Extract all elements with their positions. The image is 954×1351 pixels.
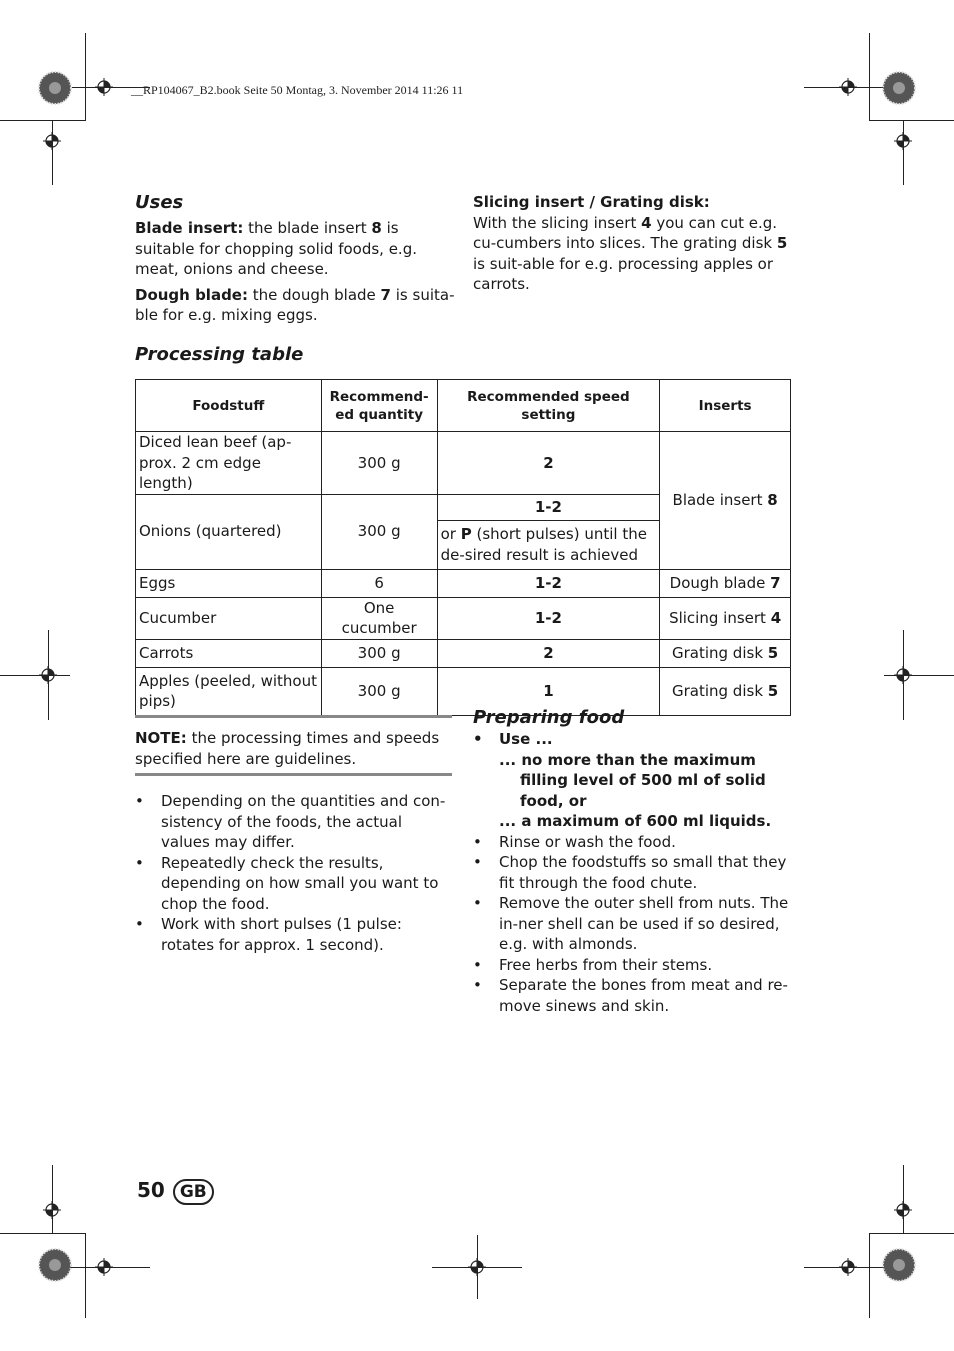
foodstuff-cell: Onions (quartered) [136,494,322,569]
list-item: • Use ... [473,729,793,750]
page-number: 50 [137,1178,165,1202]
slicing-section [473,192,791,295]
dough-blade-label: Dough blade: [135,285,248,304]
preparing-section [473,707,793,1016]
list-item: • Chop the foodstuffs so small that they fit through the food chute. [473,852,793,893]
trim-line [869,120,954,121]
quantity-cell: 300 g [321,639,437,667]
foodstuff-cell: Cucumber [136,597,322,639]
list-item: • Remove the outer shell from nuts. The in-ner shell can be used if so desired, e.g. with almonds. [473,893,793,955]
quantity-cell: 300 g [321,667,437,715]
table-row [136,569,791,597]
tips-list [135,791,455,955]
speed-cell: 1 [437,667,660,715]
uses-heading: Uses [135,192,184,213]
trim-line [869,33,870,121]
list-item: • Rinse or wash the food. [473,832,793,853]
column-header: Recommend-ed quantity [321,380,437,432]
registration-mark-icon [894,132,912,150]
use-limit-solid: ... no more than the maximum filling level of 500 ml of solid food, or [499,750,766,810]
insert-cell: Grating disk 5 [660,639,791,667]
speed-cell: 2 [437,639,660,667]
part-number: 8 [371,219,382,237]
trim-line [85,33,86,121]
column-header: Foodstuff [136,380,322,432]
preparing-steps [473,832,793,1017]
foodstuff-cell: Eggs [136,569,322,597]
speed-cell: 1-2 [437,597,660,639]
note-label: NOTE: [135,729,187,747]
trim-line [903,1165,904,1233]
registration-mark-icon [95,1258,113,1276]
column-header: Inserts [660,380,791,432]
color-rosette-icon [38,71,72,105]
speed-cell: 1-2 [437,569,660,597]
part-number: 5 [776,234,788,252]
trim-line [869,1233,870,1318]
quantity-cell: 6 [321,569,437,597]
list-item: • Repeatedly check the results, depending on how small you want to chop the food. [135,853,455,915]
list-item: • Free herbs from their stems. [473,955,793,976]
country-badge: GB [173,1179,214,1205]
note-rule-bottom [135,773,452,776]
list-item: • Work with short pulses (1 pulse: rotates for approx. 1 second). [135,914,455,955]
registration-mark-icon [39,666,57,684]
speed-alternative-cell: or P (short pulses) until the de-sired result is achieved [437,520,660,569]
uses-section [135,192,455,326]
speed-cell: 1-2 [437,494,660,520]
registration-mark-icon [894,666,912,684]
registration-mark-icon [43,132,61,150]
trim-line [869,1233,954,1234]
foodstuff-cell: Carrots [136,639,322,667]
preparing-list [473,729,793,750]
quantity-cell: 300 g [321,432,437,495]
trim-line [0,120,86,121]
quantity-cell: 300 g [321,494,437,569]
color-rosette-icon [882,1248,916,1282]
registration-mark-icon [839,1258,857,1276]
insert-cell: Dough blade 7 [660,569,791,597]
blade-insert-label: Blade insert: [135,219,244,237]
table-row [136,639,791,667]
color-rosette-icon [38,1248,72,1282]
registration-mark-icon [43,1201,61,1219]
table-row [136,432,791,495]
table-header-row [136,380,791,432]
registration-mark-icon [839,78,857,96]
speed-cell: 2 [437,432,660,495]
note-text: NOTE: the processing times and speeds specified here are guidelines. [135,729,440,768]
dough-blade-paragraph: Dough blade: the dough blade 7 is suita-ble for e.g. mixing eggs. [135,285,455,324]
page-footer [137,1177,214,1205]
color-rosette-icon [882,71,916,105]
foodstuff-cell: Diced lean beef (ap-prox. 2 cm edge length) [136,432,322,495]
trim-line [52,120,53,185]
trim-line [0,1233,86,1234]
column-header: Recommended speed setting [437,380,660,432]
trim-line [85,1233,86,1318]
trim-line [52,1165,53,1233]
file-info-header: __RP104067_B2.book Seite 50 Montag, 3. November 2014 11:26 11 [131,83,464,97]
processing-table [135,379,791,716]
part-number: 8 [767,491,778,509]
slicing-paragraph: With the slicing insert 4 you can cut e.g. cu-cumbers into slices. The grating disk 5 is suit-able for e.g. processing apples or carrots. [473,213,788,293]
use-limit-liquid: ... a maximum of 600 ml liquids. [499,812,772,830]
registration-mark-icon [95,78,113,96]
preparing-heading: Preparing food [473,707,625,728]
insert-cell: Slicing insert 4 [660,597,791,639]
insert-cell: Blade insert 8 [660,432,791,570]
list-item: • Separate the bones from meat and re-move sinews and skin. [473,975,793,1016]
registration-mark-icon [894,1201,912,1219]
trim-line [0,675,70,676]
processing-table-heading: Processing table [135,344,304,365]
list-item: • Depending on the quantities and con-sistency of the foods, the actual values may differ. [135,791,455,853]
trim-line [903,120,904,185]
foodstuff-cell: Apples (peeled, without pips) [136,667,322,715]
part-number: 7 [380,285,391,304]
slicing-heading: Slicing insert / Grating disk: [473,193,710,211]
part-number: 4 [641,213,652,232]
note-rule-top [135,715,452,718]
registration-mark-icon [468,1258,486,1276]
quantity-cell: One cucumber [321,597,437,639]
blade-insert-paragraph: Blade insert: the blade insert 8 is suitable for chopping solid foods, e.g. meat, onions and cheese. [135,219,417,278]
table-row [136,597,791,639]
insert-cell: Grating disk 5 [660,667,791,715]
